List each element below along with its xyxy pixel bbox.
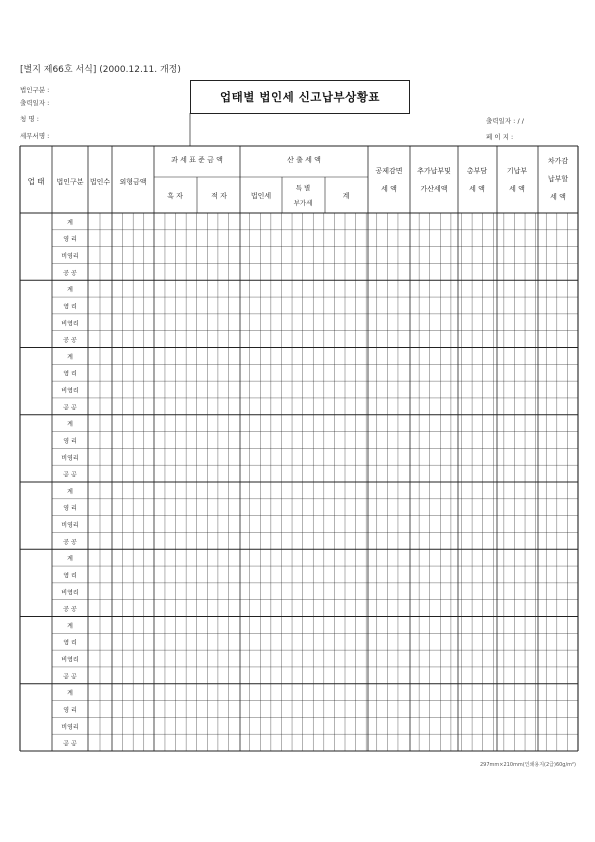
header-computed-tax: 산 출 세 액 xyxy=(287,156,321,164)
header-deduction-1: 공제감면 xyxy=(375,167,403,175)
header-addpay-1: 추가납부및 xyxy=(417,167,451,175)
row-label-2-3: 공 공 xyxy=(63,404,77,412)
header-prepaid-1: 기납부 xyxy=(506,167,528,175)
header-net-payable-3: 세 액 xyxy=(550,193,566,201)
row-label-1-1: 영 리 xyxy=(63,303,77,311)
header-special-surtax-1: 특 별 xyxy=(295,184,311,192)
row-label-0-0: 계 xyxy=(67,219,73,227)
header-tax-base: 과 세 표 준 금 액 xyxy=(171,156,223,164)
header-total-burden-2: 세 액 xyxy=(469,185,485,193)
header-total-burden-1: 총부담 xyxy=(466,167,488,175)
header-tax-base-loss: 적 자 xyxy=(211,192,227,200)
form-number: [별지 제66호 서식] (2000.12.11. 개정) xyxy=(20,65,181,75)
row-label-3-2: 비영리 xyxy=(61,454,79,462)
row-label-0-2: 비영리 xyxy=(61,253,79,261)
row-label-3-0: 계 xyxy=(67,421,73,429)
row-label-4-0: 계 xyxy=(67,488,73,496)
row-label-6-3: 공 공 xyxy=(63,673,77,681)
row-label-2-2: 비영리 xyxy=(61,387,79,395)
meta-right-print-date: 출력일자 : / / xyxy=(486,117,524,125)
meta-print-date: 출력일자 : xyxy=(20,99,50,107)
row-label-1-3: 공 공 xyxy=(63,337,77,345)
header-addpay-2: 가산세액 xyxy=(420,185,448,193)
header-net-payable-2: 납부할 xyxy=(547,175,569,183)
footer-paper-spec: 297mm×210mm(인쇄용지(2급)60g/m²) xyxy=(480,762,576,768)
row-label-5-1: 영 리 xyxy=(63,572,77,580)
row-label-5-0: 계 xyxy=(67,555,73,563)
header-deduction-2: 세 액 xyxy=(381,185,397,193)
row-label-3-3: 공 공 xyxy=(63,471,77,479)
meta-office-name: 청 명 : xyxy=(20,115,39,123)
meta-corp-type: 법인구분 : xyxy=(20,86,50,94)
row-label-4-3: 공 공 xyxy=(63,538,77,546)
header-special-surtax-2: 부가세 xyxy=(293,199,313,207)
row-label-1-2: 비영리 xyxy=(61,320,79,328)
row-label-7-0: 계 xyxy=(67,690,73,698)
row-label-5-3: 공 공 xyxy=(63,606,77,614)
row-label-4-1: 영 리 xyxy=(63,505,77,513)
header-revenue: 외형금액 xyxy=(119,178,147,186)
row-label-7-2: 비영리 xyxy=(61,723,79,731)
header-corp-tax: 법인세 xyxy=(250,192,272,200)
row-label-6-0: 계 xyxy=(67,622,73,630)
meta-right-page: 페 이 지 : xyxy=(486,133,514,141)
row-label-0-1: 영 리 xyxy=(63,236,77,244)
row-label-0-3: 공 공 xyxy=(63,269,77,277)
row-label-4-2: 비영리 xyxy=(61,522,79,530)
row-label-6-2: 비영리 xyxy=(61,656,79,664)
header-prepaid-2: 세 액 xyxy=(509,185,525,193)
row-label-7-3: 공 공 xyxy=(63,740,77,748)
header-tax-base-profit: 흑 자 xyxy=(167,192,183,200)
row-label-5-2: 비영리 xyxy=(61,589,79,597)
row-label-1-0: 계 xyxy=(67,286,73,294)
row-label-2-1: 영 리 xyxy=(63,370,77,378)
header-corp-type: 법인구분 xyxy=(56,178,84,186)
row-label-3-1: 영 리 xyxy=(63,437,77,445)
header-corp-count: 법인수 xyxy=(89,178,111,186)
document-title: 업태별 법인세 신고납부상황표 xyxy=(190,80,410,114)
row-label-2-0: 계 xyxy=(67,353,73,361)
header-computed-total: 계 xyxy=(342,192,350,200)
header-net-payable-1: 차가감 xyxy=(547,157,569,165)
row-label-6-1: 영 리 xyxy=(63,639,77,647)
meta-tax-office: 세무서명 : xyxy=(20,132,50,140)
header-upte: 업 태 xyxy=(27,177,45,186)
row-label-7-1: 영 리 xyxy=(63,706,77,714)
